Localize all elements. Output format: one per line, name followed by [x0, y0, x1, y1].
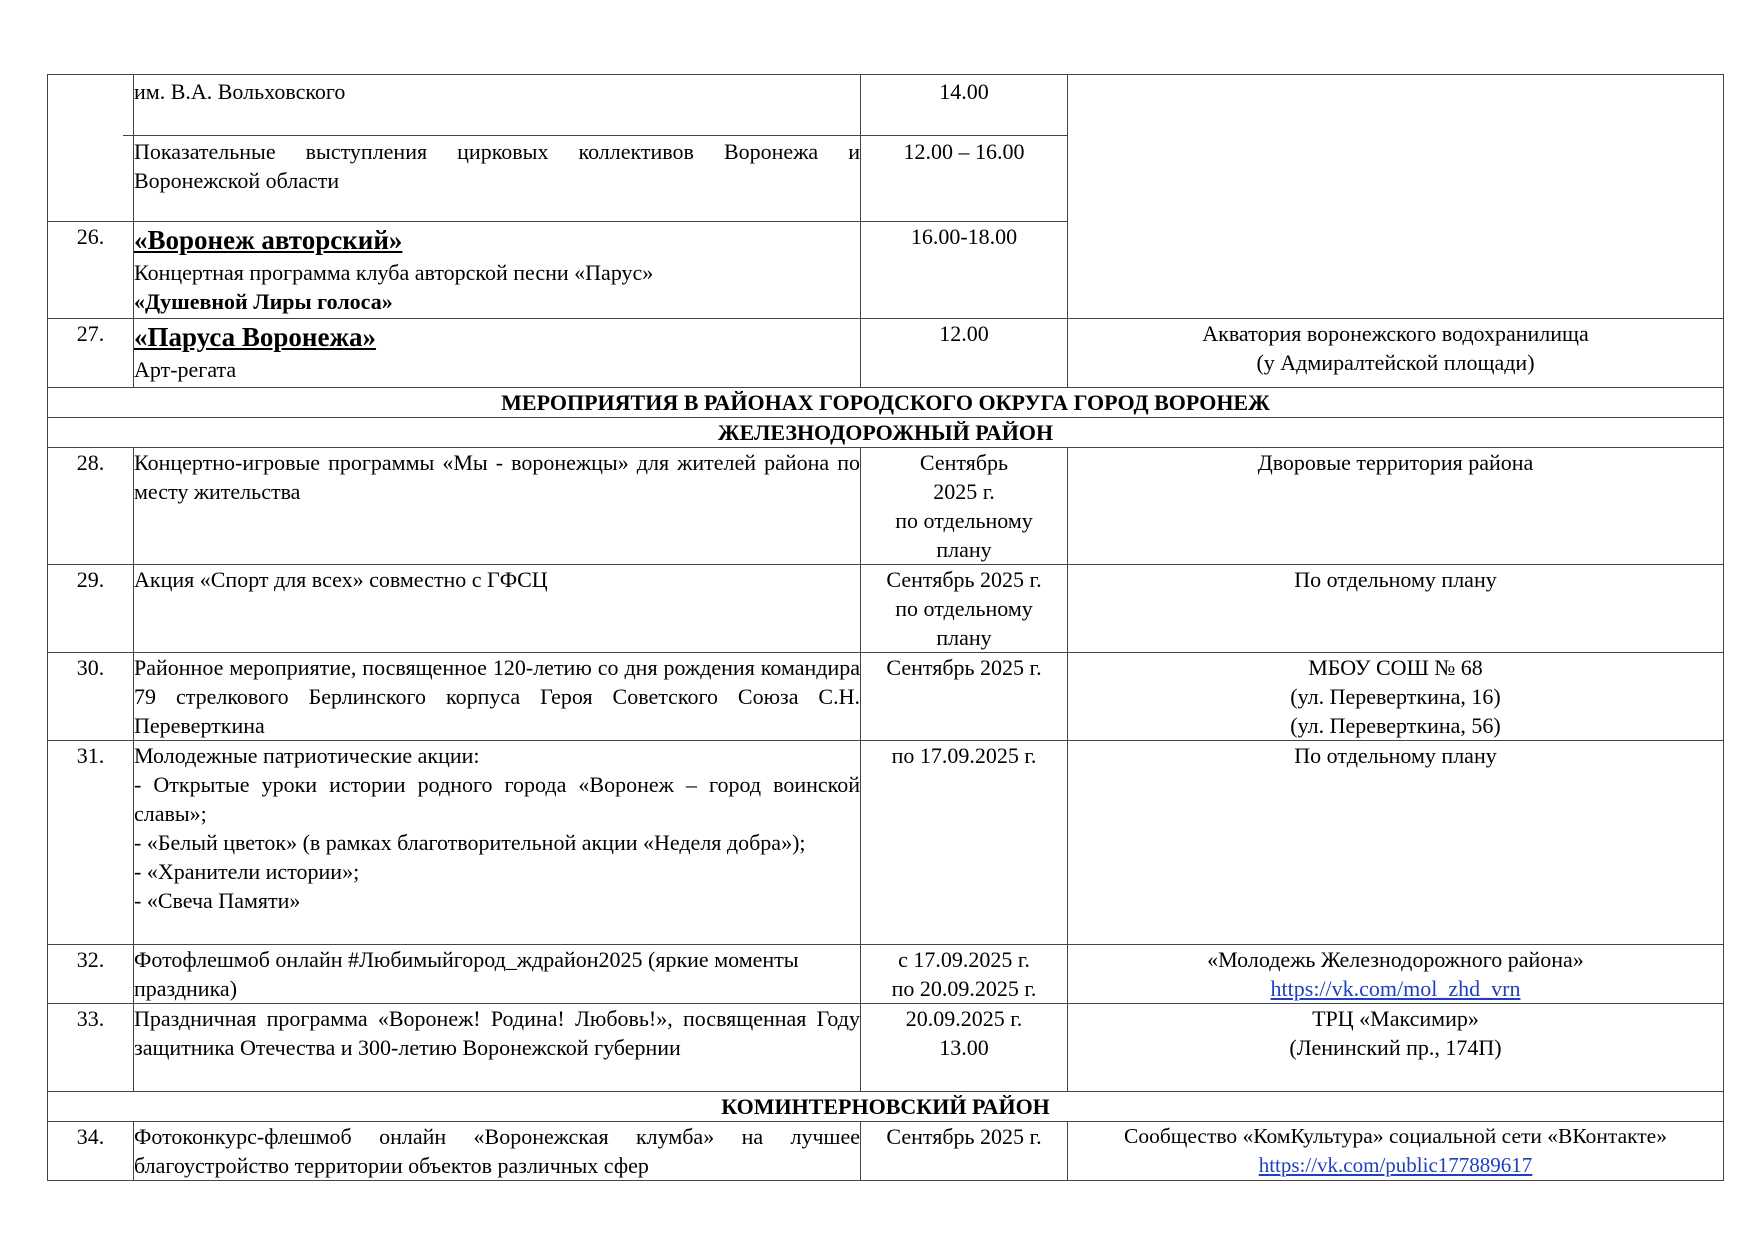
row-number: 27. [48, 319, 134, 388]
event-place: Сообщество «КомКультура» социальной сети «ВКонтакте» [1124, 1124, 1667, 1148]
event-time-cell [861, 945, 1068, 1004]
row-number: 28. [48, 448, 134, 565]
table-row [48, 1004, 1724, 1092]
event-time-cell [861, 75, 1068, 222]
table-row [48, 653, 1724, 741]
event-time: 20.09.2025 г. [905, 1006, 1023, 1031]
event-description: Концертно-игровые программы «Мы - воронежцы» для жителей района по месту жительства [134, 448, 861, 565]
row-number: 31. [48, 741, 134, 945]
event-time: по 17.09.2025 г. [861, 741, 1068, 945]
event-place-cell [1068, 945, 1724, 1004]
event-description-cell [134, 75, 861, 222]
event-place: Дворовые территория района [1068, 448, 1724, 565]
event-place-note: (у Адмиралтейской площади) [1256, 350, 1535, 375]
event-time: 12.00 – 16.00 [903, 139, 1025, 164]
event-time: Сентябрь 2025 г. [861, 1122, 1068, 1181]
event-time-cell [861, 448, 1068, 565]
event-time: по отдельному [895, 508, 1033, 533]
event-place: По отдельному плану [1068, 741, 1724, 945]
section-row [48, 1092, 1724, 1122]
event-place-address: (Ленинский пр., 174П) [1289, 1035, 1502, 1060]
event-place-cell [1068, 75, 1724, 319]
event-time: 14.00 [939, 79, 989, 104]
row-number: 34. [48, 1122, 134, 1181]
row-number: 30. [48, 653, 134, 741]
list-item: - «Белый цветок» (в рамках благотворительной акции «Неделя добра»); [134, 830, 806, 855]
event-time: Сентябрь 2025 г. [861, 653, 1068, 741]
event-place-cell [1068, 1004, 1724, 1092]
row-number: 32. [48, 945, 134, 1004]
event-time: по 20.09.2025 г. [891, 976, 1037, 1001]
list-item: - «Свеча Памяти» [134, 888, 301, 913]
table-row [48, 75, 1724, 222]
event-time: по отдельному [895, 596, 1033, 621]
event-time: Сентябрь 2025 г. [886, 567, 1042, 592]
event-time: 12.00 [861, 319, 1068, 388]
table-row [48, 1122, 1724, 1181]
vk-link[interactable]: https://vk.com/mol_zhd_vrn [1270, 976, 1521, 1001]
vk-link[interactable]: https://vk.com/public177889617 [1258, 1153, 1533, 1177]
section-heading: МЕРОПРИЯТИЯ В РАЙОНАХ ГОРОДСКОГО ОКРУГА ГОРОД ВОРОНЕЖ [48, 388, 1724, 418]
event-description: Показательные выступления цирковых коллективов Воронежа и Воронежской области [134, 139, 860, 193]
row-number: 26. [48, 222, 134, 319]
row-number: 33. [48, 1004, 134, 1092]
section-heading: ЖЕЛЕЗНОДОРОЖНЫЙ РАЙОН [48, 418, 1724, 448]
event-place: Акватория воронежского водохранилища [1202, 321, 1589, 346]
event-description: Праздничная программа «Воронеж! Родина! Любовь!», посвященная Году защитника Отечества и 300-летию Воронежской губернии [134, 1004, 861, 1092]
event-description-cell [134, 741, 861, 945]
section-row [48, 418, 1724, 448]
event-title: «Воронеж авторский» [134, 225, 403, 255]
section-heading: КОМИНТЕРНОВСКИЙ РАЙОН [48, 1092, 1724, 1122]
event-time-cell [861, 565, 1068, 653]
event-time: 16.00-18.00 [861, 222, 1068, 319]
table-row [48, 319, 1724, 388]
event-description: Концертная программа клуба авторской песни «Парус» [134, 260, 654, 285]
schedule-table [47, 74, 1724, 1181]
event-place-cell [1068, 653, 1724, 741]
event-description-cell [134, 222, 861, 319]
event-place-cell [1068, 1122, 1724, 1181]
list-item: - «Хранители истории»; [134, 859, 360, 884]
event-place: По отдельному плану [1068, 565, 1724, 653]
event-time-cell [861, 1004, 1068, 1092]
event-time: 2025 г. [933, 479, 995, 504]
list-item: - Открытые уроки истории родного города «Воронеж – город воинской славы»; [134, 772, 860, 826]
row-number-cell [48, 75, 134, 222]
event-description [134, 1122, 861, 1181]
event-description: Фотофлешмоб онлайн #Любимыйгород_ждрайон2025 (яркие моменты праздника) [134, 945, 861, 1004]
event-description: Арт-регата [134, 357, 237, 382]
event-time: Сентябрь [919, 450, 1009, 475]
event-time: с 17.09.2025 г. [898, 947, 1030, 972]
event-venue-line: им. В.А. Вольховского [134, 79, 346, 104]
event-time: плану [936, 537, 992, 562]
event-time: плану [936, 625, 992, 650]
event-description-text: Фотоконкурс-флешмоб онлайн «Воронежская клумба» на лучшее благоустройство территории объектов различных сфер [134, 1124, 860, 1178]
event-place-cell [1068, 319, 1724, 388]
event-place: «Молодежь Железнодорожного района» [1207, 947, 1584, 972]
event-place: ТРЦ «Максимир» [1312, 1006, 1479, 1031]
table-row [48, 565, 1724, 653]
table-row [48, 448, 1724, 565]
row-number: 29. [48, 565, 134, 653]
list-item: Молодежные патриотические акции: [134, 743, 480, 768]
event-description: Районное мероприятие, посвященное 120-летию со дня рождения командира 79 стрелкового Берлинского корпуса Героя Советского Союза С.Н. Переверткина [134, 653, 861, 741]
event-title: «Паруса Воронежа» [134, 322, 377, 352]
event-time: 13.00 [939, 1035, 989, 1060]
event-description: Акция «Спорт для всех» совместно с ГФСЦ [134, 565, 861, 653]
table-row [48, 945, 1724, 1004]
event-subtitle: «Душевной Лиры голоса» [134, 289, 393, 314]
event-place-address: (ул. Переверткина, 16) [1290, 684, 1501, 709]
event-description-cell [134, 319, 861, 388]
table-row [48, 741, 1724, 945]
section-row [48, 388, 1724, 418]
event-place: МБОУ СОШ № 68 [1308, 655, 1483, 680]
event-place-address: (ул. Переверткина, 56) [1290, 713, 1501, 738]
